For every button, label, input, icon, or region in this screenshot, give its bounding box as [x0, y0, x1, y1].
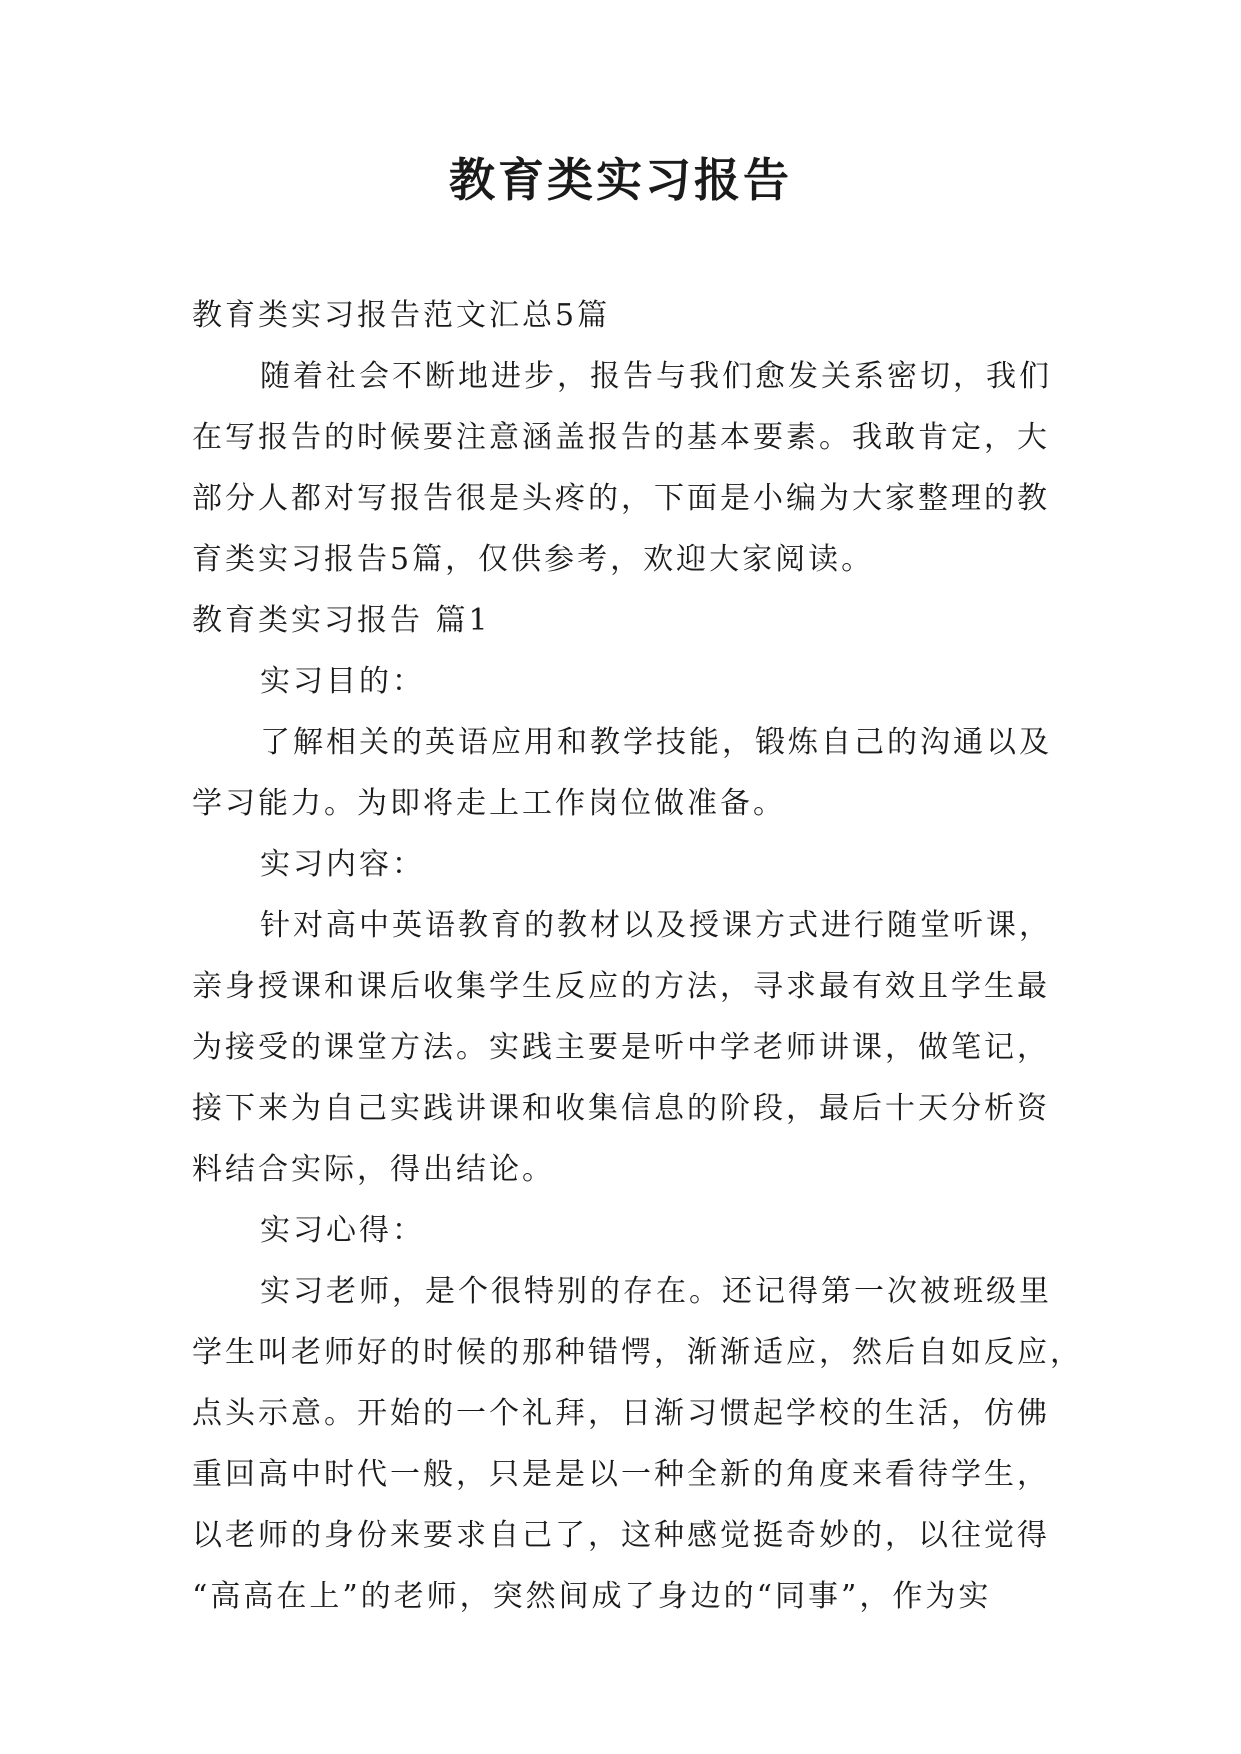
text-line: 重回高中时代一般，只是是以一种全新的角度来看待学生， [192, 1457, 1050, 1492]
text-line: 学生叫老师好的时候的那种错愕，渐渐适应，然后自如反应， [192, 1335, 1083, 1370]
document-title: 教育类实习报告 [449, 153, 792, 207]
text-line: 实习目的： [260, 664, 425, 699]
text-line: 实习内容： [260, 847, 425, 882]
text-line: 料结合实际，得出结论。 [192, 1152, 555, 1187]
text-line: 接下来为自己实践讲课和收集信息的阶段，最后十天分析资 [192, 1091, 1050, 1126]
text-line: 育类实习报告5篇，仅供参考，欢迎大家阅读。 [192, 542, 875, 577]
text-line: 在写报告的时候要注意涵盖报告的基本要素。我敢肯定，大 [192, 420, 1050, 455]
text-line: 点头示意。开始的一个礼拜，日渐习惯起学校的生活，仿佛 [192, 1396, 1050, 1431]
text-line: “高高在上”的老师，突然间成了身边的“同事”，作为实 [192, 1579, 992, 1614]
text-line: 部分人都对写报告很是头疼的，下面是小编为大家整理的教 [192, 481, 1050, 516]
text-line: 针对高中英语教育的教材以及授课方式进行随堂听课， [260, 908, 1052, 943]
text-line: 为接受的课堂方法。实践主要是听中学老师讲课，做笔记， [192, 1030, 1050, 1065]
text-line: 教育类实习报告范文汇总5篇 [192, 298, 611, 333]
text-line: 以老师的身份来要求自己了，这种感觉挺奇妙的，以往觉得 [192, 1518, 1050, 1553]
document-body [192, 285, 1083, 1627]
text-line: 学习能力。为即将走上工作岗位做准备。 [192, 786, 786, 821]
text-line: 了解相关的英语应用和教学技能，锻炼自己的沟通以及 [260, 725, 1052, 760]
text-line: 实习心得： [260, 1213, 425, 1248]
text-line: 教育类实习报告 篇1 [192, 603, 491, 638]
text-line: 亲身授课和课后收集学生反应的方法，寻求最有效且学生最 [192, 969, 1050, 1004]
text-line: 实习老师，是个很特别的存在。还记得第一次被班级里 [260, 1274, 1052, 1309]
text-line: 随着社会不断地进步，报告与我们愈发关系密切，我们 [260, 359, 1052, 394]
